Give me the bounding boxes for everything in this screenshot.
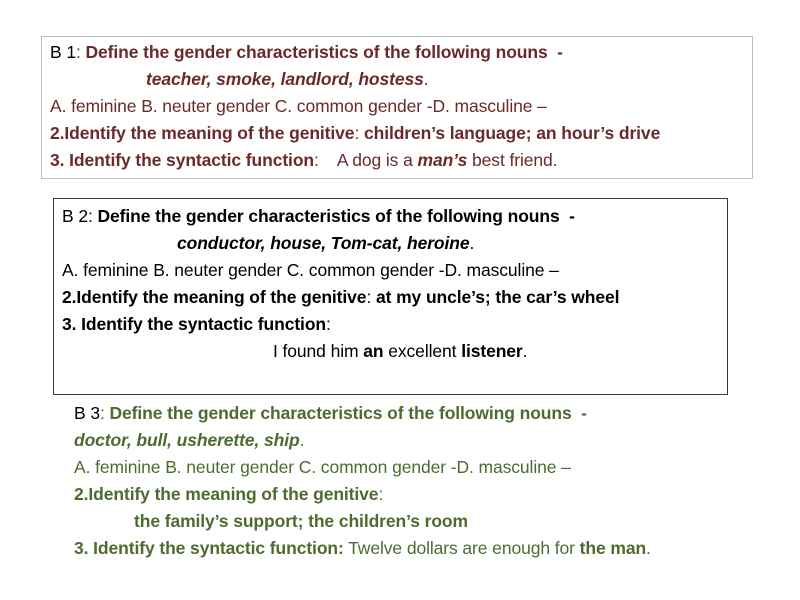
v2-task-header — [62, 203, 727, 230]
v2-q3-sentence-mid: excellent — [388, 341, 457, 361]
v2-label-colon: : — [87, 206, 93, 226]
v2-nouns-end: . — [469, 233, 475, 253]
v1-nouns-end: . — [423, 69, 429, 89]
v2-question-3 — [62, 311, 727, 338]
v3-q3-sentence-end: . — [646, 538, 651, 558]
v1-task-header — [50, 39, 752, 66]
v3-q2-text: the family’s support; the children’s room — [134, 511, 468, 531]
v2-q3-sentence-end: . — [522, 341, 528, 361]
v1-q2-colon: : — [354, 123, 360, 143]
v1-q3-colon: : — [314, 150, 319, 170]
v2-q3-colon: : — [326, 314, 331, 334]
v2-nouns-line — [62, 230, 727, 257]
v3-label-colon: : — [99, 403, 105, 423]
v1-question-2 — [50, 120, 752, 147]
v1-options: A. feminine B. neuter gender C. common gender -D. masculine – — [50, 96, 547, 116]
v2-q3-sentence-pre: I found him — [273, 341, 359, 361]
v3-q3-sentence-em: the man — [579, 538, 647, 558]
v3-task-header — [74, 400, 774, 427]
v2-q3-sentence-em2: listener — [461, 341, 523, 361]
v1-label: B 1 — [50, 42, 76, 62]
v2-options: A. feminine B. neuter gender C. common gender -D. masculine – — [62, 260, 559, 280]
v1-q3-sentence-em: man’s — [417, 150, 468, 170]
v2-label: B 2 — [62, 206, 88, 226]
v2-q2-text: at my uncle’s; the car’s wheel — [375, 287, 620, 307]
v1-task-title: Define the gender characteristics of the following nouns — [85, 42, 548, 62]
v3-task-dash: - — [581, 403, 587, 423]
v1-q2-label: 2.Identify the meaning of the genitive — [50, 123, 355, 143]
v3-q3-label: 3. Identify the syntactic function: — [74, 538, 344, 558]
v3-question-2 — [74, 481, 774, 508]
v2-q2-label: 2.Identify the meaning of the genitive — [62, 287, 367, 307]
v3-q2-colon: : — [378, 484, 384, 504]
v3-options: A. feminine B. neuter gender C. common gender -D. masculine – — [74, 457, 571, 477]
v2-task-title: Define the gender characteristics of the following nouns — [97, 206, 560, 226]
variant-3-card — [74, 398, 774, 568]
v3-nouns-end: . — [299, 430, 305, 450]
v1-q2-text: children’s language; an hour’s drive — [363, 123, 661, 143]
v1-task-dash: - — [557, 42, 563, 62]
v2-q3-sentence — [62, 338, 727, 365]
v3-question-3 — [74, 535, 774, 562]
v3-label: B 3 — [74, 403, 100, 423]
v1-question-3 — [50, 147, 752, 174]
v3-q2-answer-line — [74, 508, 774, 535]
variant-1-card — [41, 36, 753, 179]
v2-nouns: conductor, house, Tom-cat, heroine — [177, 233, 470, 253]
v3-nouns: doctor, bull, usherette, ship — [74, 430, 300, 450]
v2-task-dash: - — [569, 206, 575, 226]
v1-nouns-line — [50, 66, 752, 93]
v1-q3-sentence-post: best friend. — [472, 150, 558, 170]
v3-nouns-line — [74, 427, 774, 454]
v3-q3-sentence-pre: Twelve dollars are enough for — [348, 538, 575, 558]
v2-q3-sentence-em1: an — [363, 341, 384, 361]
v1-q3-label: 3. Identify the syntactic function — [50, 150, 314, 170]
v1-nouns: teacher, smoke, landlord, hostess — [146, 69, 424, 89]
v3-task-title: Define the gender characteristics of the following nouns — [109, 403, 572, 423]
v1-label-colon: : — [75, 42, 81, 62]
variant-2-card — [53, 198, 728, 395]
v2-q2-colon: : — [366, 287, 372, 307]
v2-q3-label: 3. Identify the syntactic function — [62, 314, 326, 334]
v3-q2-label: 2.Identify the meaning of the genitive — [74, 484, 379, 504]
v2-question-2 — [62, 284, 727, 311]
v1-q3-sentence-pre: A dog is a — [336, 150, 413, 170]
